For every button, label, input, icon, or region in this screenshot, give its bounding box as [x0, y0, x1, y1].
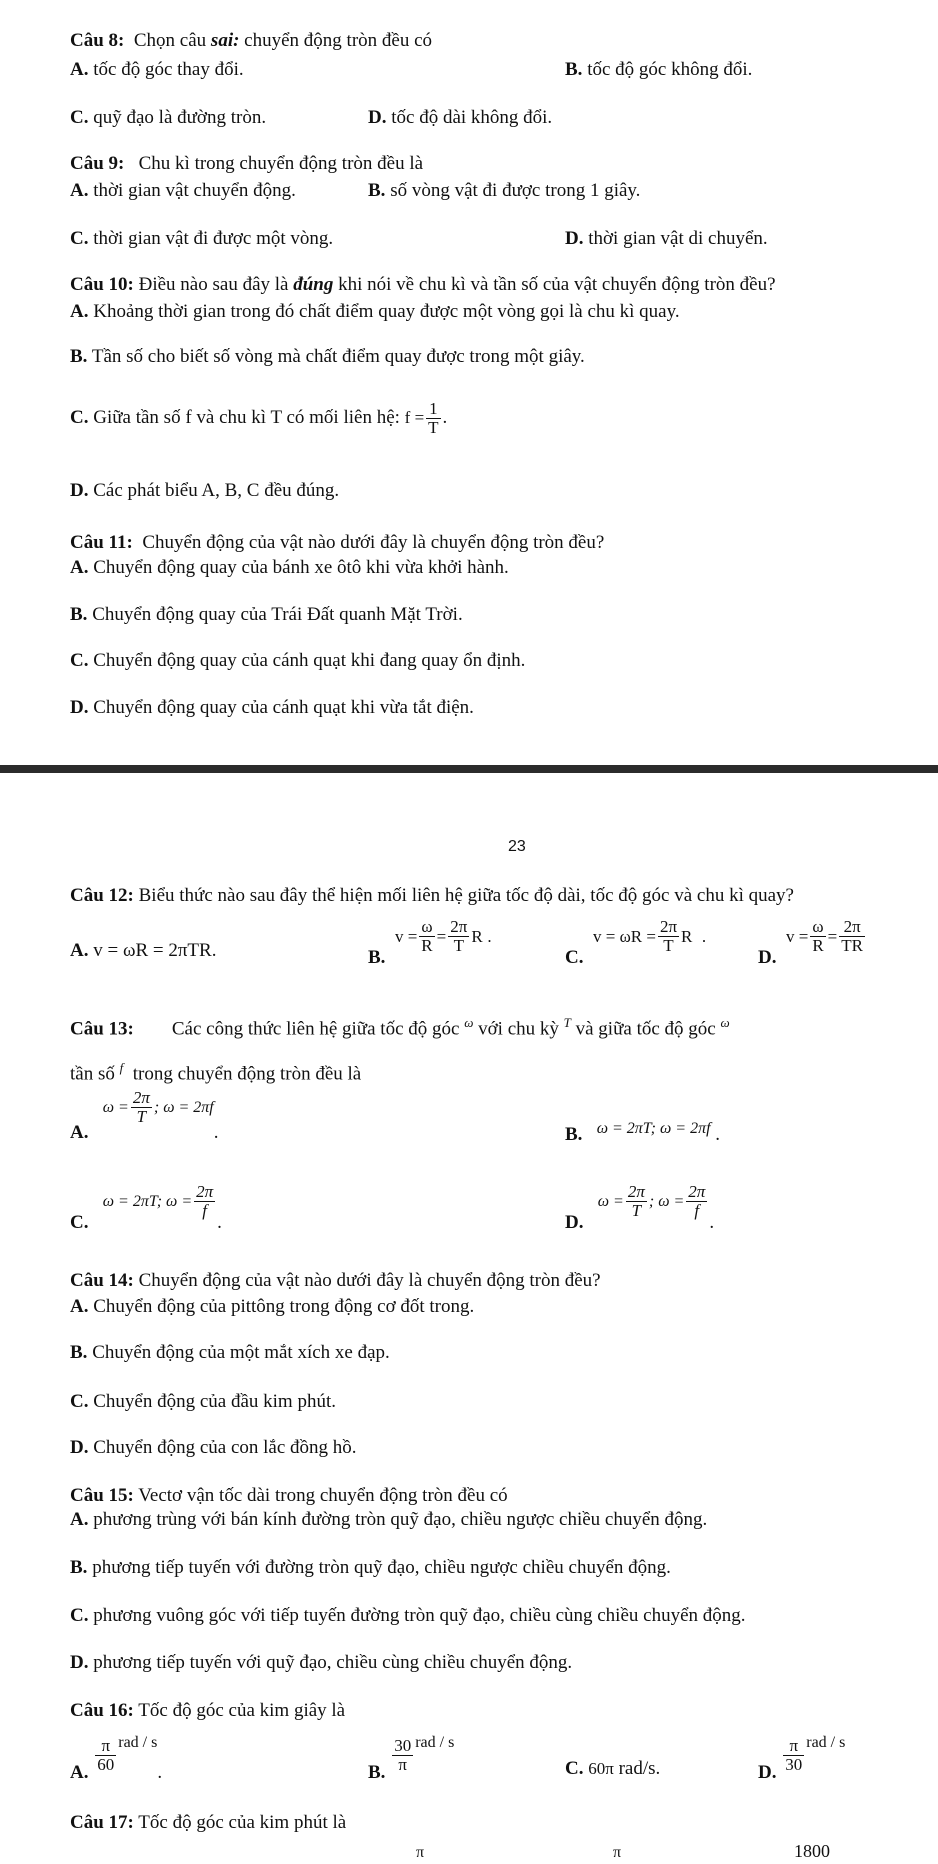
page-number: 23: [508, 838, 526, 855]
q13-stem-line2: tần số $^f$ trong chuyển động tròn đều là: [70, 1060, 362, 1085]
document-page-top: [0, 0, 938, 765]
q14-option-c: C. Chuyển động của đầu kim phút.: [70, 1391, 336, 1412]
q16-stem: Câu 16: Tốc độ góc của kim giây là: [70, 1700, 346, 1721]
q15-option-b: B. phương tiếp tuyến với đường tròn quỹ đạo, chiều ngược chiều chuyển động.: [70, 1557, 671, 1578]
q16-option-c: C. 60π rad/s.: [565, 1758, 661, 1779]
q10-option-c: C. Giữa tần số f và chu kì T có mối liên hệ: f = $\frac{1}{T}$ .: [70, 398, 448, 437]
q16-option-d: D. $\frac{\pi}{30}$ rad / s: [758, 1734, 846, 1783]
q10-stem: Câu 10: Điều nào sau đây là đúng khi nói về chu kì và tần số của vật chuyển động tròn đều?: [70, 274, 776, 295]
q17-partial-2: π: [613, 1844, 622, 1861]
q9-option-b: B. số vòng vật đi được trong 1 giây.: [368, 180, 641, 201]
q8-stem: Câu 8: Chọn câu sai: chuyển động tròn đều có: [70, 30, 433, 51]
q9-option-a: A. thời gian vật chuyển động.: [70, 180, 296, 201]
q11-option-b: B. Chuyển động quay của Trái Đất quanh Mặt Trời.: [70, 604, 463, 625]
q11-option-a: A. Chuyển động quay của bánh xe ôtô khi vừa khởi hành.: [70, 557, 509, 578]
q15-option-c: C. phương vuông góc với tiếp tuyến đường tròn quỹ đạo, chiều cùng chiều chuyển động.: [70, 1605, 746, 1626]
q15-option-d: D. phương tiếp tuyến với quỹ đạo, chiều cùng chiều chuyển động.: [70, 1652, 573, 1673]
q8-option-b: B. tốc độ góc không đổi.: [565, 59, 753, 80]
q10-fraction: $\frac{1}{T}$: [428, 398, 439, 437]
q12-option-d: D. v = $\frac{\omega}{R}$ = $\frac{2\pi}{TR}$: [758, 917, 863, 968]
q15-stem: Câu 15: Vectơ vận tốc dài trong chuyển động tròn đều có: [70, 1485, 508, 1506]
q11-option-d: D. Chuyển động quay của cánh quạt khi vừa tắt điện.: [70, 697, 474, 718]
q9-option-d: D. thời gian vật di chuyển.: [565, 228, 768, 249]
q8-option-c: C. quỹ đạo là đường tròn.: [70, 107, 267, 128]
q14-option-b: B. Chuyển động của một mắt xích xe đạp.: [70, 1342, 390, 1363]
q14-option-d: D. Chuyển động của con lắc đồng hồ.: [70, 1437, 357, 1458]
q12-option-c: C. v = ωR = $\frac{2\pi}{T}$ R .: [565, 917, 707, 968]
q15-option-a: A. phương trùng với bán kính đường tròn quỹ đạo, chiều ngược chiều chuyển động.: [70, 1509, 708, 1530]
q12-option-a: A. v = ωR = 2πTR.: [70, 940, 217, 961]
q9-option-c: C. thời gian vật đi được một vòng.: [70, 228, 334, 249]
q16-option-b: B. $\frac{30}{\pi}$ rad / s: [368, 1734, 455, 1783]
q17-partial-1: π: [416, 1844, 425, 1861]
page-divider: [0, 765, 938, 773]
q14-option-a: A. Chuyển động của pittông trong động cơ đốt trong.: [70, 1296, 475, 1317]
q10-option-d: D. Các phát biểu A, B, C đều đúng.: [70, 480, 340, 501]
q17-stem: Câu 17: Tốc độ góc của kim phút là: [70, 1812, 347, 1833]
q12-stem: Câu 12: Biểu thức nào sau đây thể hiện mối liên hệ giữa tốc độ dài, tốc độ góc và chu kì quay?: [70, 885, 794, 906]
q13-option-b: B. ω = 2πT; ω = 2πf .: [565, 1120, 721, 1145]
q13-option-c: C. ω = 2πT; ω = $\frac{2\pi}{f}$ .: [70, 1182, 222, 1233]
q11-stem: Câu 11: Chuyển động của vật nào dưới đây là chuyển động tròn đều?: [70, 532, 605, 553]
q14-stem: Câu 14: Chuyển động của vật nào dưới đây là chuyển động tròn đều?: [70, 1270, 601, 1291]
q17-partial-3: 1800: [794, 1841, 830, 1861]
q10-option-b: B. Tần số cho biết số vòng mà chất điểm quay được trong một giây.: [70, 346, 585, 367]
q13-stem-line1: Câu 13: Các công thức liên hệ giữa tốc độ góc $^\omega$ với chu kỳ $^T$ và giữa tốc độ góc $^\omega$: [70, 1015, 730, 1040]
q10-option-a: A. Khoảng thời gian trong đó chất điểm quay được một vòng gọi là chu kì quay.: [70, 301, 680, 322]
q12-option-b: B. v = $\frac{\omega}{R}$ = $\frac{2\pi}{T}$ R .: [368, 917, 492, 968]
q9-stem: Câu 9: Chu kì trong chuyển động tròn đều là: [70, 153, 424, 174]
q13-option-a: A. ω = $\frac{2\pi}{T}$ ; ω = 2πf .: [70, 1088, 219, 1143]
q8-option-a: A. tốc độ góc thay đổi.: [70, 59, 244, 80]
q13-option-d: D. ω = $\frac{2\pi}{T}$ ; ω = $\frac{2\pi}{f}$ .: [565, 1182, 715, 1233]
q8-option-d: D. tốc độ dài không đổi.: [368, 107, 553, 128]
q11-option-c: C. Chuyển động quay của cánh quạt khi đang quay ổn định.: [70, 650, 526, 671]
q16-option-a: A. $\frac{\pi}{60}$ rad / s .: [70, 1734, 163, 1783]
